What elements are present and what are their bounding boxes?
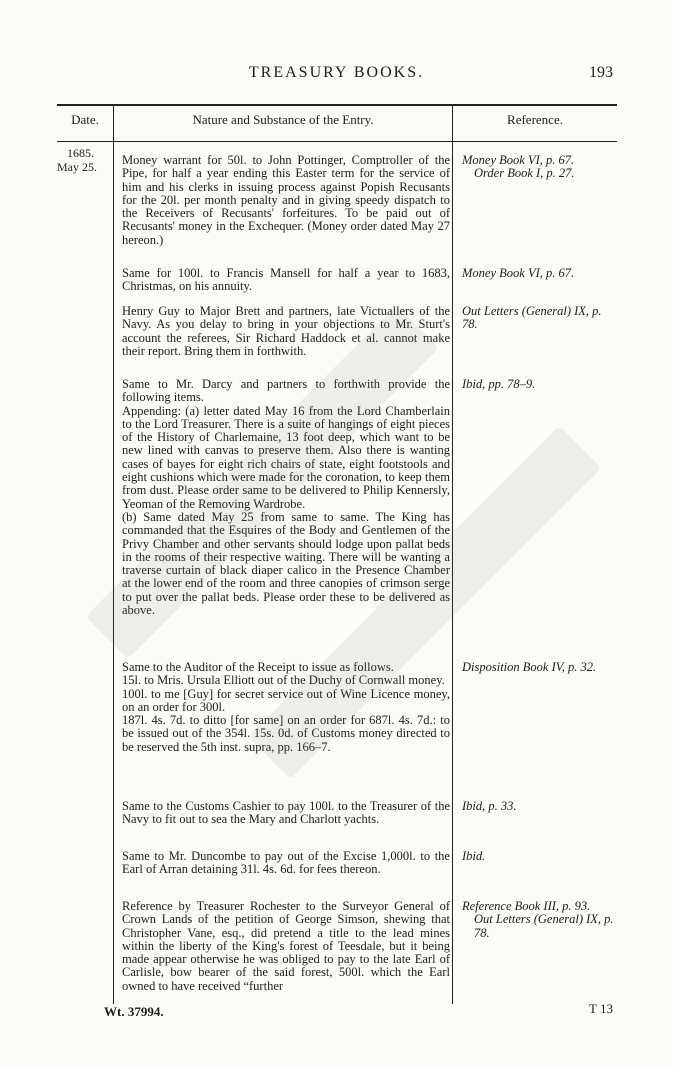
- ref-3: [462, 305, 617, 332]
- ref-3-line-1: Out Letters (General) IX, p. 78.: [462, 304, 602, 332]
- ref-5-line-1: Disposition Book IV, p. 32.: [462, 660, 597, 674]
- ref-8-line-1: Reference Book III, p. 93.: [462, 899, 591, 913]
- date-year: 1685.: [67, 146, 94, 160]
- entry-3: Henry Guy to Major Brett and partners, late Victuallers of the Navy. As you delay to bring in your objections to Mr. Sturt's account the referees, Sir Richard Haddock et al. cannot make their report. Bring them in forthwith.: [122, 304, 450, 358]
- ref-1: [462, 154, 617, 181]
- entry-4: Same to Mr. Darcy and partners to forthwith provide the following items. Appending: (a) letter dated May 16 from the Lord Chamberlain to the Lord Treasurer. There is a suite of hangings of eight pieces of the History of Charlemaine, 13 foot deep, which want to be new lined with canvas to preserve them. Also there is wanting cases of bayes for eight rich chairs of state, eight footstools and eight cushions which were made for the coronation, to keep them from dust. Please order same to be delivered to Philip Kennersly, Yeoman of the Removing Wardrobe. (b) Same dated May 25 from same to same. The King has commanded that the Esquires of the Body and Gentlemen of the Privy Chamber and other servants should lodge upon pallat beds in the rooms of their respective waiting. There will be wanting a traverse curtain of black diaper calico in the Presence Chamber at the lower end of the room and three canopies of crimson serge to put over the pallat beds. Please order these to be delivered as above.: [122, 377, 450, 618]
- ref-4: [462, 378, 617, 391]
- ref-8: [462, 900, 617, 940]
- ref-1-line-2: Order Book I, p. 27.: [474, 166, 575, 181]
- running-title: TREASURY BOOKS.: [248, 64, 425, 81]
- ref-7-line-1: Ibid.: [462, 849, 486, 863]
- ref-2-line-1: Money Book VI, p. 67.: [462, 266, 575, 280]
- header-nature: Nature and Substance of the Entry.: [192, 112, 374, 127]
- footer-signature-mark: T 13: [589, 1001, 613, 1016]
- entry-1: Money warrant for 50l. to John Pottinger, Comptroller of the Pipe, for half a year ending this Easter term for the service of him and his clerks in issuing process against Popish Recusants for the 20l. per month penalty and in giving speedy dispatch to the Receivers of Recusants' forfeitures. To be paid out of Recusants' money in the Exchequer. (Money order dated May 27 hereon.): [122, 153, 450, 247]
- ref-5: [462, 661, 617, 674]
- ref-6-line-1: Ibid, p. 33.: [462, 799, 517, 813]
- ref-4-line-1: Ibid, pp. 78–9.: [462, 377, 536, 391]
- ref-2: [462, 267, 617, 280]
- entry-6: Same to the Customs Cashier to pay 100l. to the Treasurer of the Navy to fit out to sea the Mary and Charlott yachts.: [122, 799, 450, 827]
- ref-6: [462, 800, 617, 813]
- column-divider-left: [113, 104, 114, 1004]
- entry-7: Same to Mr. Duncombe to pay out of the Excise 1,000l. to the Earl of Arran detaining 31l. 4s. 6d. for fees thereon.: [122, 849, 450, 877]
- header-rule: [57, 141, 617, 142]
- date-day: May 25.: [57, 160, 97, 174]
- ref-8-line-2: Out Letters (General) IX, p. 78.: [474, 912, 614, 940]
- header-reference: Reference.: [507, 112, 563, 127]
- footer-print-mark: Wt. 37994.: [104, 1004, 164, 1019]
- column-divider-right: [452, 104, 453, 1004]
- top-rule: [57, 104, 617, 106]
- date-cell: [57, 146, 115, 174]
- entry-5: Same to the Auditor of the Receipt to issue as follows. 15l. to Mris. Ursula Elliott out of the Duchy of Cornwall money. 100l. to me [Guy] for secret service out of Wine Licence money, on an order for 300l. 187l. 4s. 7d. to ditto [for same] on an order for 687l. 4s. 7d.: to be issued out of the 354l. 15s. 0d. of Customs money directed to be reserved the 5th inst. supra, pp. 166–7.: [122, 660, 450, 754]
- ref-7: [462, 850, 617, 863]
- entry-2: Same for 100l. to Francis Mansell for half a year to 1683, Christmas, on his annuity.: [122, 266, 450, 294]
- header-date: Date.: [71, 112, 99, 127]
- entry-8: Reference by Treasurer Rochester to the Surveyor General of Crown Lands of the petition of George Simson, shewing that Christopher Vane, esq., did pretend a title to the lead mines within the liberty of the King's forest of Teesdale, but it being made appear otherwise he was obliged to pay to the late Earl of Carlisle, bow bearer of the said forest, 500l. which the Earl owned to have received “further: [122, 899, 450, 993]
- ref-1-line-1: Money Book VI, p. 67.: [462, 153, 575, 167]
- page-number: 193: [589, 64, 613, 81]
